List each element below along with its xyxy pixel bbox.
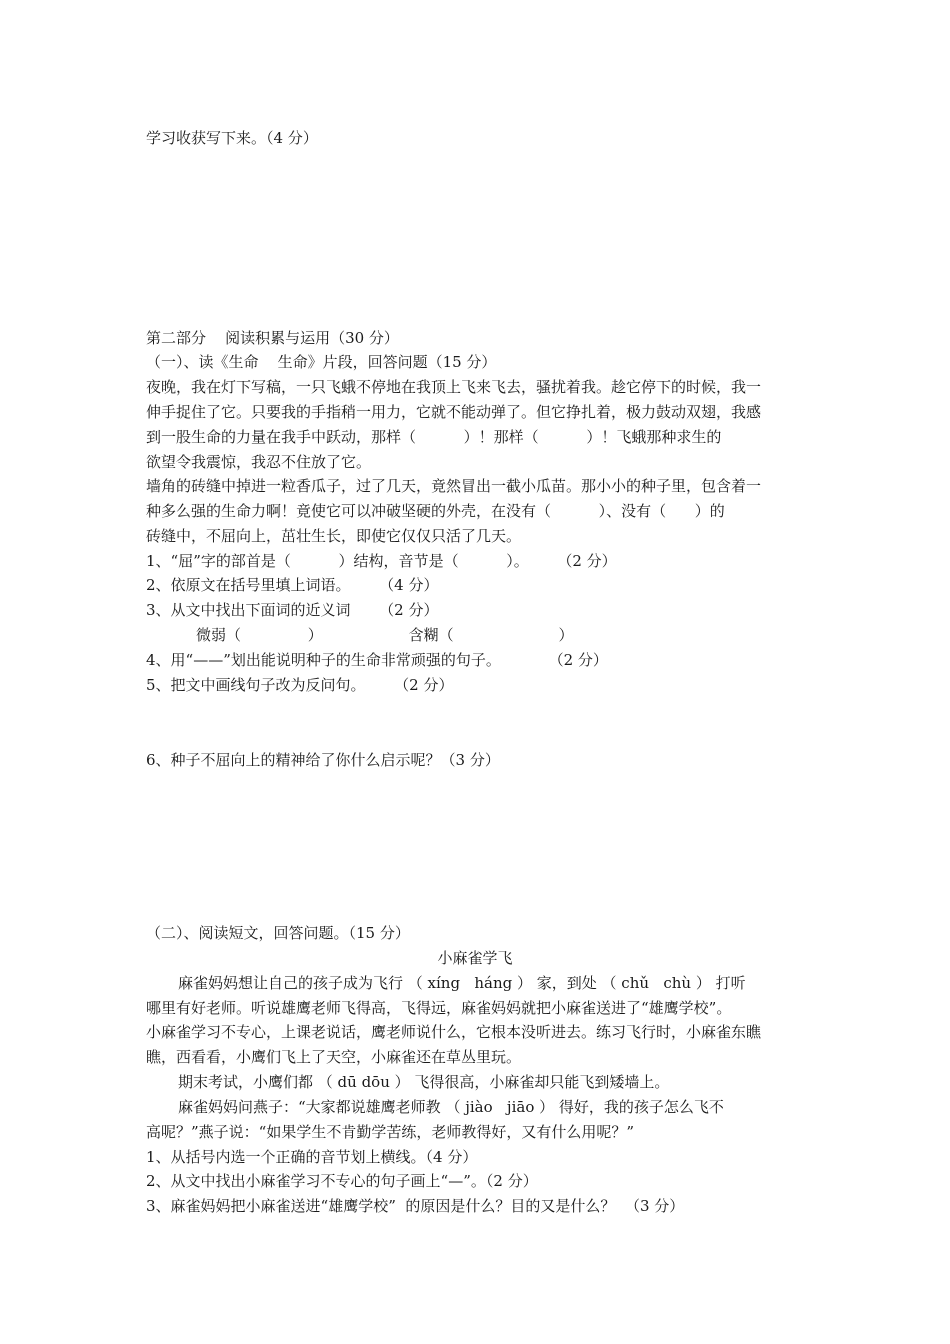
story-title: 小麻雀学飞 [437, 949, 513, 967]
passage-line: 伸手捉住了它。只要我的手指稍一用力，它就不能动弹了。但它挣扎着，极力鼓动双翅，我感 [146, 403, 762, 421]
story-line: 瞧，西看看，小鹰们飞上了天空，小麻雀还在草丛里玩。 [146, 1048, 522, 1066]
section2-question-3: 3、麻雀妈妈把小麻雀送进“雄鹰学校” 的原因是什么？目的又是什么？ （3 分） [146, 1197, 685, 1215]
question-2: 2、依原文在括号里填上词语。 （4 分） [146, 576, 439, 594]
story-line: 期末考试，小鹰们都 （ dū dōu ） 飞得很高，小麻雀却只能飞到矮墙上。 [178, 1073, 670, 1091]
section2-heading: （二）、阅读短文，回答问题。（15 分） [146, 924, 410, 942]
part2-title: 第二部分 阅读积累与运用（30 分） [146, 329, 399, 347]
question-6: 6、种子不屈向上的精神给了你什么启示呢？（3 分） [146, 751, 500, 769]
passage-line: 墙角的砖缝中掉进一粒香瓜子，过了几天，竟然冒出一截小瓜苗。那小小的种子里，包含着一 [146, 477, 762, 495]
story-line: 麻雀妈妈想让自己的孩子成为飞行 （ xíng háng ） 家，到处 （ chǔ chù ） 打听 [178, 974, 746, 992]
passage-line: 欲望令我震惊，我忍不住放了它。 [146, 453, 372, 471]
passage-line: 种多么强的生命力啊！竟使它可以冲破坚硬的外壳，在没有（ ）、没有（ ）的 [146, 502, 725, 520]
story-line: 麻雀妈妈问燕子：“大家都说雄鹰老师教 （ jiào jiāo ） 得好，我的孩子怎么飞不 [178, 1098, 724, 1116]
question-5: 5、把文中画线句子改为反问句。 （2 分） [146, 676, 454, 694]
passage-line: 夜晚，我在灯下写稿，一只飞蛾不停地在我顶上飞来飞去，骚扰着我。趁它停下的时候，我一 [146, 378, 762, 396]
synonym-line: 微弱（ ） 含糊（ ） [196, 626, 574, 644]
section2-question-2: 2、从文中找出小麻雀学习不专心的句子画上“—”。（2 分） [146, 1172, 538, 1190]
question-1: 1、“屈”字的部首是（ ）结构，音节是（ ）。 （2 分） [146, 552, 617, 570]
passage-line: 砖缝中，不屈向上，茁壮生长，即使它仅仅只活了几天。 [146, 527, 522, 545]
section2-question-1: 1、从括号内选一个正确的音节划上横线。（4 分） [146, 1148, 478, 1166]
prev-question-tail: 学习收获写下来。（4 分） [146, 129, 318, 147]
section1-heading: （一）、读《生命 生命》片段，回答问题（15 分） [146, 353, 497, 371]
passage-line: 到一股生命的力量在我手中跃动，那样（ ）！那样（ ）！飞蛾那种求生的 [146, 428, 722, 446]
question-4: 4、用“——”划出能说明种子的生命非常顽强的句子。 （2 分） [146, 651, 608, 669]
question-3: 3、从文中找出下面词的近义词 （2 分） [146, 601, 439, 619]
story-line: 高呢？”燕子说：“如果学生不肯勤学苦练，老师教得好，又有什么用呢？” [146, 1123, 635, 1141]
story-line: 小麻雀学习不专心，上课老说话，鹰老师说什么，它根本没听进去。练习飞行时，小麻雀东瞧 [146, 1023, 762, 1041]
story-line: 哪里有好老师。听说雄鹰老师飞得高，飞得远，麻雀妈妈就把小麻雀送进了“雄鹰学校”。 [146, 999, 732, 1017]
